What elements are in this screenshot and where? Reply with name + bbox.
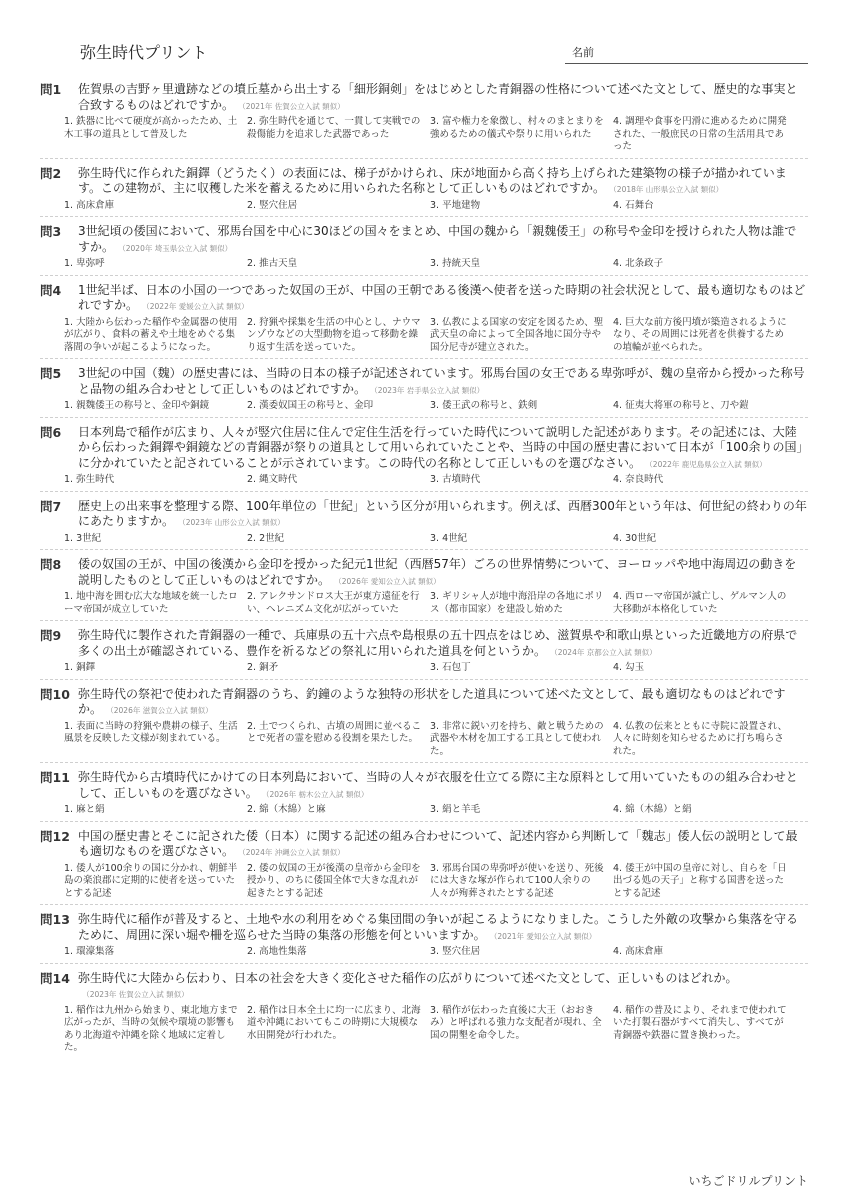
question-text-wrap (78, 770, 808, 802)
question-text-wrap (78, 499, 808, 531)
question-source: （2018年 山形県公立入試 類似） (613, 185, 724, 194)
question-number: 問12 (40, 828, 70, 844)
question-source: （2021年 愛知公立入試 類似） (493, 931, 597, 941)
answer-choice[interactable]: 2. アレクサンドロス大王が東方遠征を行い、ヘレニズム文化が広がっていた (247, 591, 420, 615)
answer-choice[interactable]: 3. 古墳時代 (430, 474, 481, 485)
question-source: （2024年 京都公立入試 類似） (554, 647, 657, 657)
footer-brand: いちごドリルプリント (688, 1174, 808, 1188)
choice-row (64, 317, 808, 355)
answer-choice[interactable]: 2. 綿（木綿）と麻 (247, 804, 326, 815)
question-number: 問7 (40, 498, 62, 514)
question-block (40, 425, 808, 492)
answer-choice[interactable]: 4. 30世紀 (613, 532, 657, 544)
answer-choice[interactable]: 2. 推古天皇 (247, 258, 298, 269)
question-block (40, 971, 808, 1059)
answer-choice[interactable]: 2. 2世紀 (247, 532, 285, 544)
answer-choice[interactable]: 3. 絹と羊毛 (430, 804, 481, 815)
choice-row (64, 474, 808, 487)
answer-choice[interactable]: 1. 麻と絹 (64, 804, 105, 815)
question-source: （2026年 滋賀公立入試 類似） (110, 706, 213, 715)
question-number: 問10 (40, 686, 70, 702)
choice-row (64, 591, 808, 616)
question-text: 1世紀半ば、日本の小国の一つであった奴国の王が、中国の王朝である後漢へ使者を送った時期の社会状況として、最も適切なものはどれですか。 (78, 282, 806, 312)
question-text-wrap (78, 912, 808, 944)
page-title: 弥生時代プリント (80, 43, 208, 62)
answer-choice[interactable]: 1. 大陸から伝わった稲作や金属器の使用が広がり、食料の蓄えや土地をめぐる集落間の争いが起こるようになった。 (64, 316, 238, 353)
question-block (40, 557, 808, 621)
answer-choice[interactable]: 4. 倭王が中国の皇帝に対し、自らを「日出づる処の天子」と称する国書を送ったとする記述 (613, 862, 787, 899)
answer-choice[interactable]: 4. 奈良時代 (613, 474, 664, 485)
answer-choice[interactable]: 2. 稲作は日本全土に均一に広まり、北海道や沖縄においてもこの時期に大規模な水田開発が行われた。 (247, 1004, 421, 1041)
question-text-wrap (78, 166, 808, 198)
answer-choice[interactable]: 3. 稲作が伝わった直後に大王（おおきみ）と呼ばれる強力な支配者が現れ、全国の開墾を命令した。 (430, 1004, 602, 1041)
answer-choice[interactable]: 4. 西ローマ帝国が滅亡し、ゲルマン人の大移動が本格化していた (613, 591, 787, 615)
question-source: （2022年 愛媛公立入試 類似） (146, 302, 249, 311)
question-header (40, 829, 808, 861)
question-text-wrap (78, 82, 808, 114)
question-number: 問8 (40, 557, 62, 572)
question-text-wrap (78, 283, 808, 315)
answer-choice[interactable]: 2. 高地性集落 (247, 946, 307, 957)
answer-choice[interactable]: 1. 表面に当時の狩猟や農耕の様子、生活風景を反映した文様が刻まれている。 (64, 720, 238, 744)
question-text-wrap (78, 224, 808, 256)
question-source: （2020年 埼玉県公立入試 類似） (122, 243, 233, 253)
question-block (40, 166, 808, 218)
question-text: 弥生時代から古墳時代にかけての日本列島において、当時の人々が衣服を仕立てる際に主な原料として用いていたものの組み合わせとして、正しいものを選びなさい。 (78, 770, 798, 800)
answer-choice[interactable]: 3. 4世紀 (430, 532, 468, 544)
question-text: 弥生時代に作られた銅鐸（どうたく）の表面には、梯子がかけられ、床が地面から高く持ち上げられた建築物の様子が描かれています。この建物が、主に収穫した米を蓄えるために用いられた名称として正しいものはどれですか。 (78, 165, 787, 195)
answer-choice[interactable]: 3. 倭王武の称号と、鉄剣 (430, 400, 538, 411)
choice-row (64, 1005, 808, 1055)
question-header (40, 557, 808, 589)
answer-choice[interactable]: 1. 親魏倭王の称号と、金印や銅鏡 (64, 400, 210, 411)
answer-choice[interactable]: 4. 征夷大将軍の称号と、刀や鎧 (613, 400, 749, 411)
question-text-wrap (78, 971, 808, 1003)
choice-row (64, 258, 808, 271)
answer-choice[interactable]: 2. 竪穴住居 (247, 199, 298, 211)
answer-choice[interactable]: 1. 稲作は九州から始まり、東北地方まで広がったが、当時の気候や環境の影響もあり北海道や沖縄を除く地域に定着した。 (64, 1004, 238, 1053)
question-number: 問3 (40, 224, 62, 239)
question-number: 問6 (40, 424, 62, 440)
question-header (40, 166, 808, 198)
answer-choice[interactable]: 1. 3世紀 (64, 532, 102, 544)
question-block (40, 829, 808, 906)
answer-choice[interactable]: 1. 倭人が100余りの国に分かれ、朝鮮半島の楽浪郡に定期的に使者を送っていたとする記述 (64, 862, 238, 899)
question-number: 問2 (40, 165, 62, 181)
question-header (40, 425, 808, 473)
answer-choice[interactable]: 3. 非常に鋭い刃を持ち、敵と戦うための武器や木材を加工する工具として使われた。 (430, 720, 604, 757)
answer-choice[interactable]: 1. 銅鐸 (64, 662, 96, 673)
question-header (40, 366, 808, 398)
question-text-wrap (78, 366, 808, 398)
question-block (40, 687, 808, 764)
question-source: （2024年 沖縄公立入試 類似） (242, 848, 345, 857)
answer-choice[interactable]: 1. 卑弥呼 (64, 258, 105, 269)
question-source: （2022年 鹿児島県公立入試 類似） (649, 459, 767, 469)
choice-row (64, 946, 808, 959)
answer-choice[interactable]: 4. 勾玉 (613, 662, 645, 673)
question-text: 3世紀の中国（魏）の歴史書には、当時の日本の様子が記述されています。邪馬台国の女王である卑弥呼が、魏の皇帝から授かった称号と品物の組み合わせとして正しいものはどれですか。 (78, 366, 805, 396)
choice-row (64, 721, 808, 759)
worksheet-header (0, 0, 849, 70)
question-source: （2023年 山形公立入試 類似） (182, 518, 285, 527)
question-header (40, 971, 808, 1003)
question-block (40, 224, 808, 276)
choice-row (64, 400, 808, 413)
question-text-wrap (78, 425, 808, 473)
answer-choice[interactable]: 4. 仏教の伝来とともに寺院に設置され、人々に時刻を知らせるために打ち鳴らされた。 (613, 720, 788, 757)
answer-choice[interactable]: 1. 弥生時代 (64, 474, 115, 485)
question-number: 問1 (40, 82, 62, 97)
question-text: 弥生時代に製作された青銅器の一種で、兵庫県の五十六点や島根県の五十四点をはじめ、滋賀県や和歌山県といった近畿地方の府県で多くの出土が確認されている、豊作を祈るなどの祭礼に用いられた道具を何というか。 (78, 628, 798, 658)
choice-row (64, 863, 808, 901)
choice-row (64, 200, 808, 213)
name-field-line (565, 63, 808, 64)
question-header (40, 770, 808, 802)
question-text-wrap (78, 687, 808, 719)
answer-choice[interactable]: 4. 綿（木綿）と絹 (613, 804, 692, 815)
question-text-wrap (78, 829, 808, 861)
answer-choice[interactable]: 1. 地中海を囲む広大な地域を統一したローマ帝国が成立していた (64, 591, 238, 615)
question-text: 弥生時代に稲作が普及すると、土地や水の利用をめぐる集団間の争いが起こるようになりました。こうした外敵の攻撃から集落を守るために、周囲に深い堀や柵を巡らせた当時の集落の形態を何といいますか。 (78, 912, 799, 942)
question-text: 歴史上の出来事を整理する際、100年単位の「世紀」という区分が用いられます。例えば、西暦300年という年は、何世紀の終わりの年にあたりますか。 (78, 498, 807, 528)
answer-choice[interactable]: 2. 銅矛 (247, 662, 279, 673)
question-block (40, 82, 808, 159)
choice-row (64, 662, 808, 675)
question-header (40, 687, 808, 719)
question-header (40, 82, 808, 114)
answer-choice[interactable]: 1. 高床倉庫 (64, 199, 115, 211)
answer-choice[interactable]: 3. 邪馬台国の卑弥呼が使いを送り、死後には大きな塚が作られて100人余りの人々が殉葬されたとする記述 (430, 862, 604, 899)
question-text: 日本列島で稲作が広まり、人々が竪穴住居に住んで定住生活を行っていた時代について説明した記述があります。その記述には、大陸から伝わった銅鐸や銅鏡などの青銅器が祭りの道具として用いられていたことや、当時の中国の歴史書において日本が「100余りの国」に分かれていたと記されていることが示されています。この時代の名称として正しいものを選びなさい。 (78, 424, 803, 470)
answer-choice[interactable]: 2. 土でつくられ、古墳の周囲に並べることで死者の霊を慰める役割を果たした。 (247, 720, 422, 744)
answer-choice[interactable]: 2. 倭の奴国の王が後漢の皇帝から金印を授かり、のちに倭国全体で大きな乱れが起きたとする記述 (247, 862, 421, 899)
question-text: 弥生時代に大陸から伝わり、日本の社会を大きく変化させた稲作の広がりについて述べた文として、正しいものはどれか。 (78, 970, 738, 985)
answer-choice[interactable]: 4. 巨大な前方後円墳が築造されるようになり、その周囲には死者を供養するための埴輪が並べられた。 (613, 316, 787, 353)
answer-choice[interactable]: 4. 稲作の普及により、それまで使われていた打製石器がすべて消失し、すべてが青銅器や鉄器に置き換わった。 (613, 1004, 787, 1041)
answer-choice[interactable]: 3. 持統天皇 (430, 258, 481, 269)
question-block (40, 770, 808, 822)
question-block (40, 366, 808, 418)
answer-choice[interactable]: 3. 竪穴住居 (430, 946, 481, 957)
question-header (40, 628, 808, 660)
question-source: （2021年 佐賀公立入試 類似） (242, 101, 345, 111)
answer-choice[interactable]: 3. 平地建物 (430, 199, 481, 211)
question-block (40, 912, 808, 964)
choice-row (64, 533, 808, 546)
choice-row (64, 116, 808, 154)
question-block (40, 499, 808, 551)
answer-choice[interactable]: 2. 漢委奴国王の称号と、金印 (247, 400, 374, 411)
answer-choice[interactable]: 3. 富や権力を象徴し、村々のまとまりを強めるための儀式や祭りに用いられた (430, 116, 604, 140)
answer-choice[interactable]: 4. 北条政子 (613, 258, 664, 269)
answer-choice[interactable]: 1. 鉄器に比べて硬度が高かったため、土木工事の道具として普及した (64, 116, 238, 140)
answer-choice[interactable]: 4. 調理や食事を円滑に進めるために開発された、一般庶民の日常の生活用具であった (613, 116, 787, 152)
question-source: （2023年 岩手県公立入試 類似） (374, 385, 485, 395)
answer-choice[interactable]: 2. 縄文時代 (247, 474, 298, 485)
answer-choice[interactable]: 3. 石包丁 (430, 662, 471, 673)
question-header (40, 224, 808, 256)
answer-choice[interactable]: 4. 高床倉庫 (613, 946, 664, 957)
question-block (40, 283, 808, 360)
question-text-wrap (78, 628, 808, 660)
question-number: 問11 (40, 770, 70, 785)
question-number: 問5 (40, 366, 62, 381)
question-text: 弥生時代の祭祀で使われた青銅器のうち、釣鐘のような独特の形状をした道具について述べた文として、最も適切なものはどれですか。 (78, 686, 786, 716)
answer-choice[interactable]: 2. 狩猟や採集を生活の中心とし、ナウマンゾウなどの大型動物を追って移動を繰り返す生活を送っていた。 (247, 316, 421, 353)
question-number: 問14 (40, 970, 70, 986)
answer-choice[interactable]: 3. ギリシャ人が地中海沿岸の各地にポリス（都市国家）を建設し始めた (430, 591, 604, 615)
answer-choice[interactable]: 4. 石舞台 (613, 199, 654, 211)
answer-choice[interactable]: 2. 弥生時代を通じて、一貫して実戦での殺傷能力を追求した武器であった (247, 116, 421, 140)
question-header (40, 499, 808, 531)
question-list (40, 82, 808, 1066)
question-number: 問9 (40, 628, 62, 643)
question-text: 倭の奴国の王が、中国の後漢から金印を授かった紀元1世紀（西暦57年）ごろの世界情勢について、ヨーロッパや地中海周辺の動きを説明したものとして正しいものはどれですか。 (78, 557, 797, 587)
question-text: 中国の歴史書とそこに記された倭（日本）に関する記述の組み合わせについて、記述内容から判断して「魏志」倭人伝の説明として最も適切なものを選びなさい。 (78, 828, 798, 858)
question-header (40, 912, 808, 944)
question-source: （2023年 佐賀公立入試 類似） (86, 990, 189, 999)
answer-choice[interactable]: 1. 環濠集落 (64, 946, 115, 957)
question-source: （2026年 栃木公立入試 類似） (265, 789, 369, 799)
question-text-wrap (78, 557, 808, 589)
name-label: 名前 (572, 46, 594, 59)
answer-choice[interactable]: 3. 仏教による国家の安定を図るため、聖武天皇の命によって全国各地に国分寺や国分尼寺が建立された。 (430, 316, 604, 353)
question-text: 3世紀頃の倭国において、邪馬台国を中心に30ほどの国々をまとめ、中国の魏から「親魏倭王」の称号や金印を授けられた人物は誰ですか。 (78, 224, 797, 254)
choice-row (64, 804, 808, 817)
question-header (40, 283, 808, 315)
question-number: 問4 (40, 282, 62, 298)
question-number: 問13 (40, 912, 70, 927)
question-text: 佐賀県の吉野ヶ里遺跡などの墳丘墓から出土する「細形銅剣」をはじめとした青銅器の性格について述べた文として、歴史的な事実と合致するものはどれですか。 (78, 82, 798, 112)
question-source: （2026年 愛知公立入試 類似） (338, 576, 441, 586)
question-block (40, 628, 808, 680)
